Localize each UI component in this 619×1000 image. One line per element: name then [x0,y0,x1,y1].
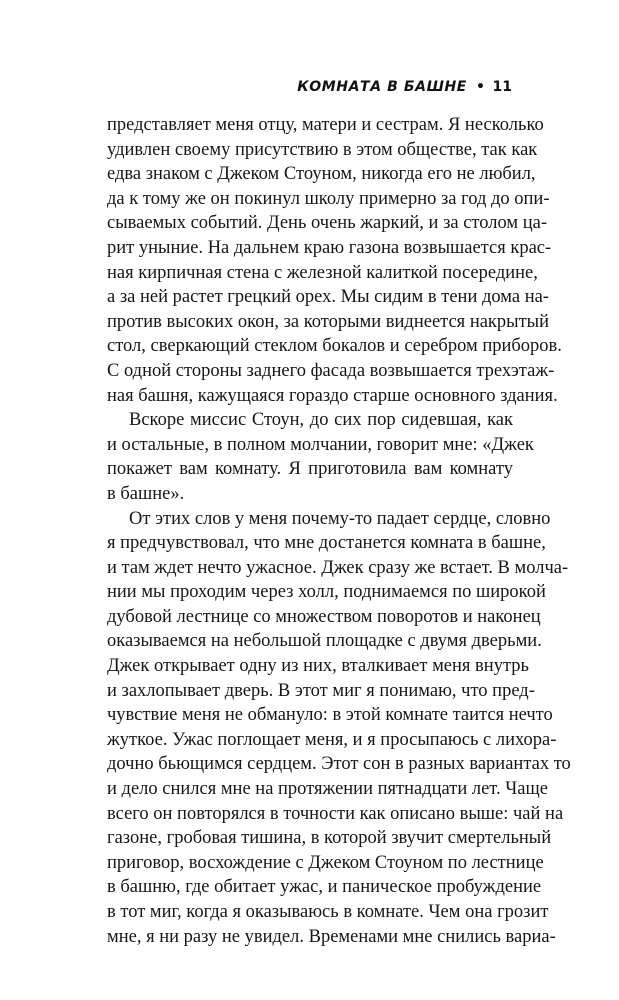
body-text [107,113,571,949]
text-line: против высоких окон, за которыми виднеется накрытый [107,311,550,332]
running-title: КОМНАТА В БАШНЕ [297,79,467,95]
text-line: и дело снился мне на протяжении пятнадцати лет. Чаще [107,779,548,800]
text-line: я предчувствовал, что мне достанется комната в башне, [107,533,546,554]
text-line: От этих слов у меня почему-то падает сердце, словно [129,508,551,529]
paragraph-3 [107,507,571,950]
text-line: нии мы проходим через холл, поднимаемся по широкой [107,582,546,603]
text-line: да к тому же он покинул школу примерно за год до опи- [107,188,550,209]
text-line: удивлен своему присутствию в этом обществе, так как [107,139,538,160]
text-line: дубовой лестнице со множеством поворотов и наконец [107,606,541,627]
text-line: чувствие меня не обмануло: в этой комнате таится нечто [107,705,553,726]
running-head [297,78,512,96]
text-line: и там ждет нечто ужасное. Джек сразу же встает. В молча- [107,557,569,578]
text-line: ная башня, кажущаяся гораздо старше основного здания. [107,385,558,406]
text-line: и захлопывает дверь. В этот миг я понимаю, что пред- [107,680,535,701]
text-line: в башню, где обитает ужас, и паническое пробуждение [107,877,542,898]
text-line: газоне, гробовая тишина, в которой звучит смертельный [107,828,552,849]
text-line: и остальные, в полном молчании, говорит мне: «Джек [107,434,534,455]
text-line: всего он повторялся в точности как описано выше: чай на [107,803,564,824]
page-number: 11 [492,79,512,95]
paragraph-2 [107,408,534,506]
text-line: а за ней растет грецкий орех. Мы сидим в тени дома на- [107,287,549,308]
text-line: С одной стороны заднего фасада возвышается трехэтаж- [107,360,555,381]
header-separator: • [475,79,486,95]
text-line: рит уныние. На дальнем краю газона возвышается крас- [107,237,552,258]
text-line: едва знаком с Джеком Стоуном, никогда его не любил, [107,164,536,185]
text-line: мне, я ни разу не увидел. Временами мне снились вариа- [107,926,556,947]
text-line: приговор, восхождение с Джеком Стоуном по лестнице [107,852,544,873]
text-line: покажет вам комнату. Я приготовила вам комнату [107,459,513,480]
text-line: представляет меня отцу, матери и сестрам. Я несколько [107,115,544,135]
paragraph-1 [107,113,562,408]
text-line: в башне». [107,483,185,504]
text-line: в тот миг, когда я оказываюсь в комнате. Чем она грозит [107,902,549,922]
text-line: дочно бьющимся сердцем. Этот сон в разных вариантах то [107,754,571,775]
text-line: стол, сверкающий стеклом бокалов и серебром приборов. [107,336,562,357]
text-line: оказываемся на небольшой площадке с двумя дверьми. [107,631,542,652]
text-line: жуткое. Ужас поглощает меня, и я просыпаюсь с лихора- [107,729,557,750]
text-line: Джек открывает одну из них, вталкивает меня внутрь [107,656,529,677]
text-line: сываемых событий. День очень жаркий, и за столом ца- [107,213,548,234]
text-line: ная кирпичная стена с железной калиткой посередине, [107,262,538,283]
text-line: Вскоре миссис Стоун, до сих пор сидевшая, как [129,410,513,431]
